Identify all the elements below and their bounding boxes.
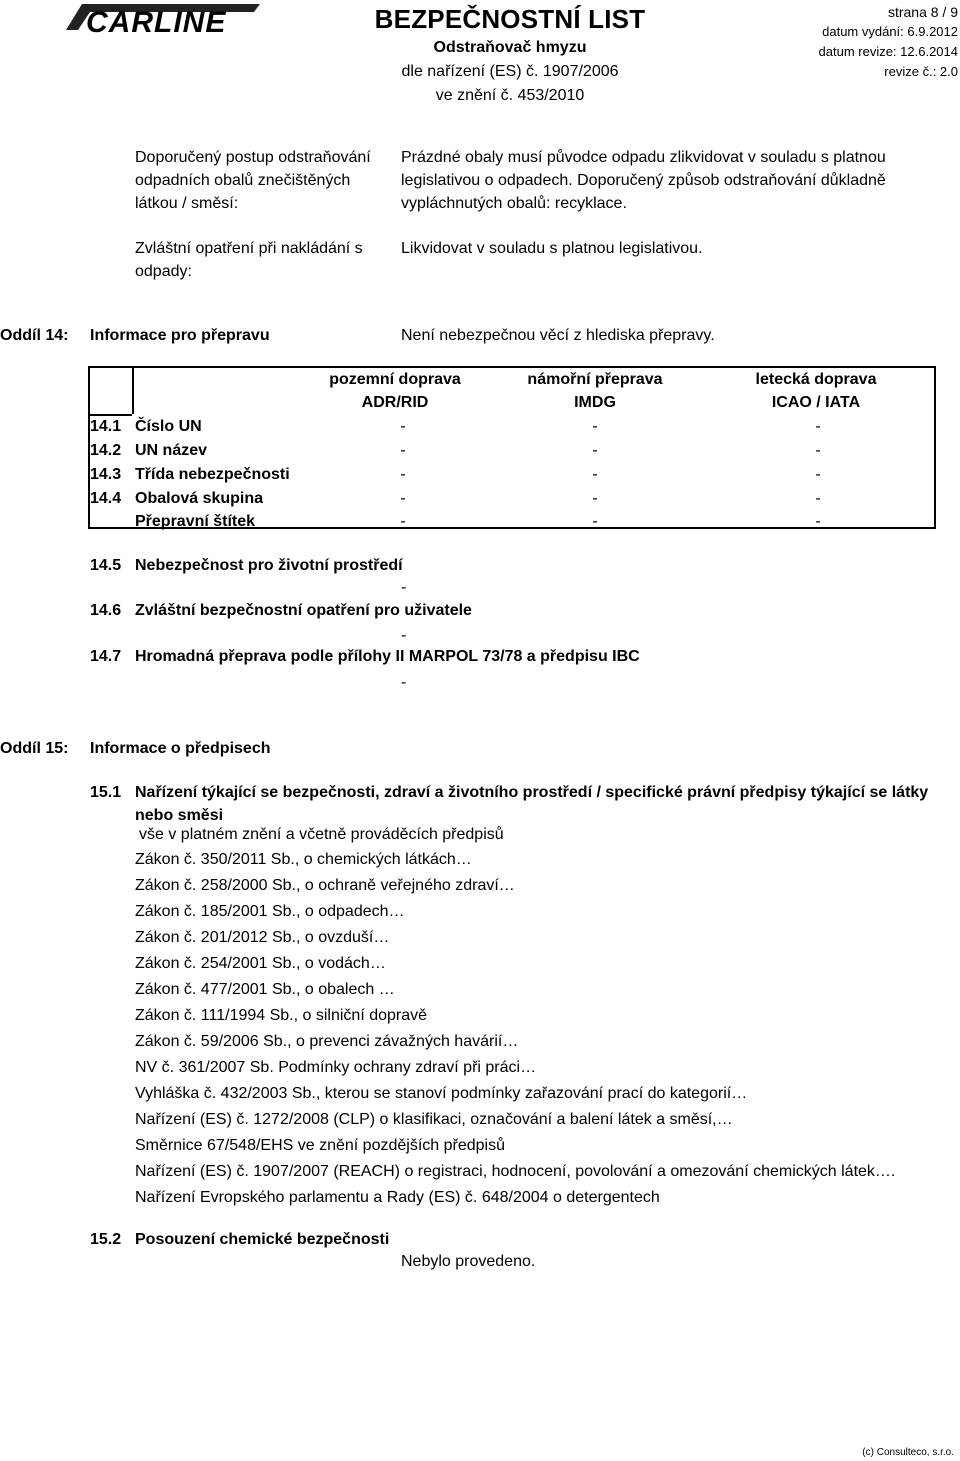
col-head-road [310,368,480,414]
row-value: - [815,490,821,507]
law-item: Zákon č. 350/2011 Sb., o chemických látkách… [135,851,472,868]
item-14-6-number: 14.6 [90,602,122,619]
revision-number: revize č.: 2.0 [884,64,958,79]
item-14-5-value: - [401,579,407,596]
revision-date: datum revize: 12.6.2014 [818,44,958,59]
row-label: UN název [135,442,208,459]
law-list [135,847,895,1211]
row-value: - [400,513,406,530]
sub-15-2-title: Posouzení chemické bezpečnosti [135,1231,390,1248]
section-14-heading: Informace pro přepravu [90,327,270,344]
header-center [340,2,680,108]
law-item: NV č. 361/2007 Sb. Podmínky ochrany zdraví při práci… [135,1059,537,1076]
sub-15-1-title [135,781,935,827]
col-head-line: ICAO / IATA [771,394,861,411]
law-item: Zákon č. 258/2000 Sb., o ochraně veřejného zdraví… [135,877,515,894]
disposal-label-1-line: odpadních obalů znečištěných [135,172,351,189]
sub-15-2-number: 15.2 [90,1231,122,1248]
disposal-label-2 [135,237,363,283]
row-value: - [815,513,821,530]
item-14-6-value: - [401,627,407,644]
carline-logo-graphic [64,0,260,38]
table-divider [132,368,134,414]
row-value: - [592,418,598,435]
row-value: - [815,442,821,459]
table-row [90,415,934,439]
law-item: Zákon č. 254/2001 Sb., o vodách… [135,955,386,972]
law-item: Zákon č. 185/2001 Sb., o odpadech… [135,903,405,920]
row-value: - [592,442,598,459]
disposal-label-2-line: Zvláštní opatření při nakládání s [135,240,363,257]
section-14-title: Oddíl 14: [0,327,69,344]
row-label: Třída nebezpečnosti [135,466,290,483]
col-head-line: pozemní doprava [329,371,461,388]
regulation: dle nařízení (ES) č. 1907/2006 [401,63,619,80]
row-value: - [592,513,598,530]
transport-table [88,366,936,529]
row-value: - [815,466,821,483]
row-label: Přepravní štítek [135,513,256,530]
disposal-label-2-line: odpady: [135,263,192,280]
row-label: Číslo UN [135,418,202,435]
disposal-value-1-line: vypláchnutých obalů: recyklace. [401,195,627,212]
svg-text:CARLINE: CARLINE [86,6,227,38]
amendment: ve znění č. 453/2010 [435,87,585,104]
table-row [90,463,934,487]
col-head-line: IMDG [574,394,616,411]
item-14-7-label: Hromadná přeprava podle přílohy II MARPOL 73/78 a předpisu IBC [135,648,640,665]
disposal-value-1-line: legislativou o odpadech. Doporučený způsob odstraňování důkladně [401,172,886,189]
table-row [90,439,934,463]
law-item: Zákon č. 111/1994 Sb., o silniční dopravě [135,1007,428,1024]
law-item: Vyhláška č. 432/2003 Sb., kterou se stanoví podmínky zařazování prací do kategorií… [135,1085,748,1102]
row-value: - [400,490,406,507]
law-item: Nařízení (ES) č. 1907/2007 (REACH) o registraci, hodnocení, povolování a omezování chemických látek…. [135,1163,896,1180]
disposal-label-1-line: látkou / směsí: [135,195,239,212]
table-row [90,487,934,511]
section-14-note: Není nebezpečnou věcí z hlediska přepravy. [401,327,715,344]
disposal-label-1-line: Doporučený postup odstraňování [135,149,371,166]
law-item: Zákon č. 477/2001 Sb., o obalech … [135,981,395,998]
disposal-value-1 [401,146,886,215]
law-item: Zákon č. 201/2012 Sb., o ovzduší… [135,929,390,946]
row-number: 14.4 [90,490,122,507]
product-name: Odstraňovač hmyzu [433,39,587,56]
disposal-value-1-line: Prázdné obaly musí původce odpadu zlikvidovat v souladu s platnou [401,149,886,166]
item-14-5-label: Nebezpečnost pro životní prostředí [135,557,403,574]
item-14-7-number: 14.7 [90,648,122,665]
col-head-line: letecká doprava [755,371,877,388]
row-value: - [400,466,406,483]
disposal-label-1 [135,146,371,215]
law-item: Zákon č. 59/2006 Sb., o prevenci závažných havárií… [135,1033,519,1050]
section-15-heading: Informace o předpisech [90,740,271,757]
col-head-air [730,368,902,414]
row-label: Obalová skupina [135,490,264,507]
col-head-line: námořní přeprava [527,371,663,388]
row-number: 14.2 [90,442,122,459]
law-item: Směrnice 67/548/EHS ve znění pozdějších předpisů [135,1137,505,1154]
page-number: strana 8 / 9 [887,4,958,20]
issue-date: datum vydání: 6.9.2012 [822,24,958,39]
header-meta [819,2,958,82]
item-14-6-label: Zvláštní bezpečnostní opatření pro uživatele [135,602,472,619]
sub-15-2-value: Nebylo provedeno. [401,1253,536,1270]
disposal-value-2: Likvidovat v souladu s platnou legislativou. [401,240,703,257]
sub-15-1-note: vše v platném znění a včetně prováděcích předpisů [139,826,504,843]
sub-15-1-title-line: Nařízení týkající se bezpečnosti, zdraví a životního prostředí / specifické právní předpisy týkající se látky [135,784,929,801]
carline-logo [64,0,260,38]
section-15-title: Oddíl 15: [0,740,69,757]
law-item: Nařízení (ES) č. 1272/2008 (CLP) o klasifikaci, označování a balení látek a směsí,… [135,1111,733,1128]
col-head-line: ADR/RID [361,394,429,411]
document-title: BEZPEČNOSTNÍ LIST [374,4,646,34]
sub-15-1-number: 15.1 [90,784,122,801]
row-value: - [400,442,406,459]
row-value: - [400,418,406,435]
law-item: Nařízení Evropského parlamentu a Rady (ES) č. 648/2004 o detergentech [135,1189,660,1206]
item-14-5-number: 14.5 [90,557,122,574]
row-value: - [815,418,821,435]
footer-copyright: (c) Consulteco, s.r.o. [862,1447,954,1458]
row-value: - [592,466,598,483]
sub-15-1-title-line: nebo směsi [135,807,224,824]
col-head-sea [510,368,680,414]
row-value: - [592,490,598,507]
item-14-7-value: - [401,674,407,691]
row-number: 14.3 [90,466,122,483]
row-number: 14.1 [90,418,122,435]
table-row [90,510,934,534]
